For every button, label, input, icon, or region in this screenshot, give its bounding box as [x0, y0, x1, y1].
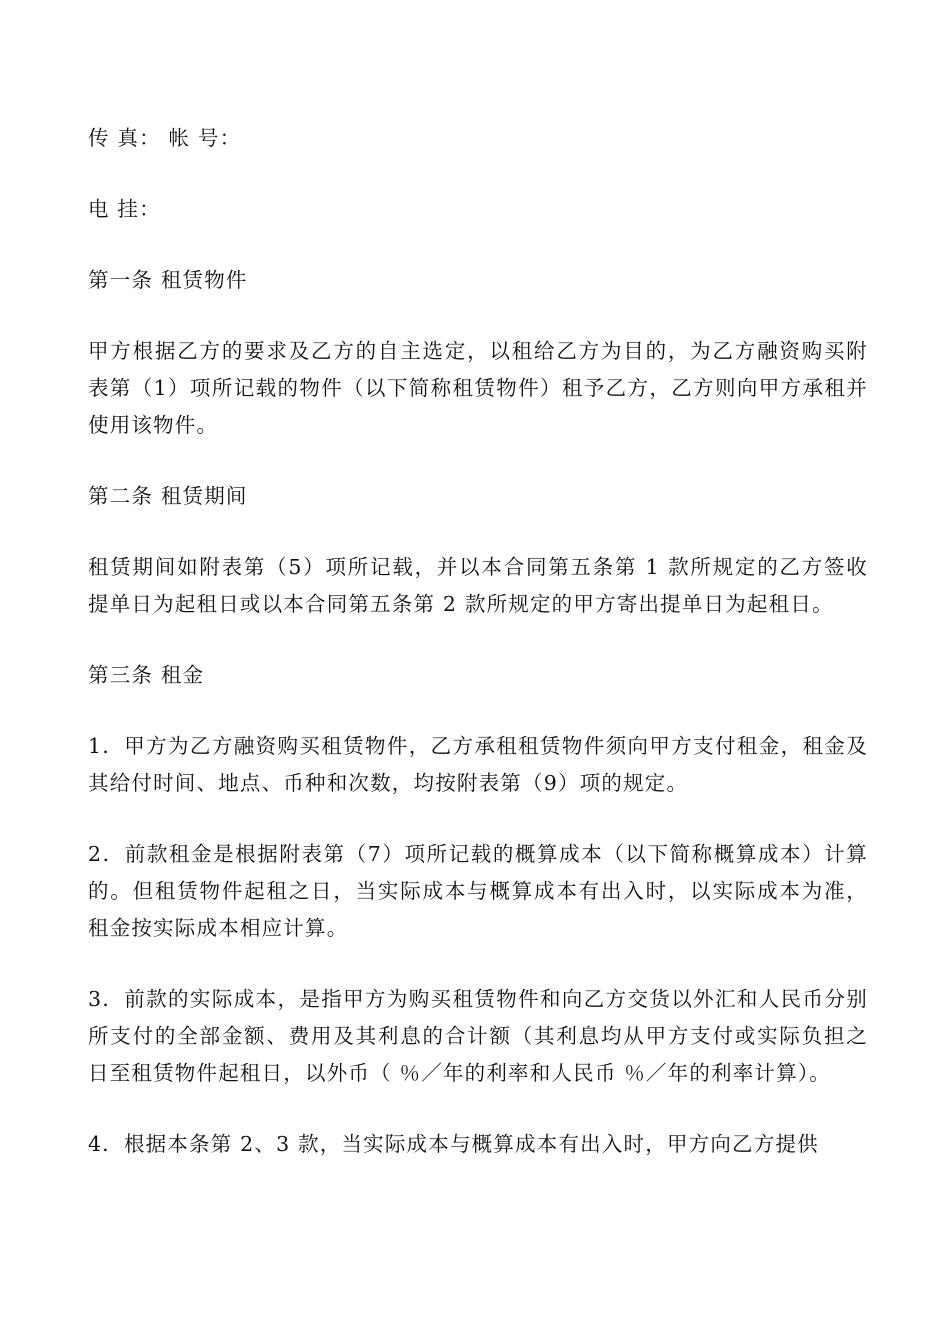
telegraph-line: 电 挂： — [88, 197, 161, 221]
article-3-item-1: 1．甲方为乙方融资购买租赁物件，乙方承租租赁物件须向甲方支付租金，租金及其给付时间、地点、币种和次数，均按附表第（9）项的规定。 — [88, 734, 868, 795]
article-3-item-4: 4．根据本条第 2、3 款，当实际成本与概算成本有出入时，甲方向乙方提供 — [88, 1132, 819, 1156]
fax-account-line: 传 真： 帐 号： — [88, 126, 242, 150]
article-3-title: 第三条 租金 — [88, 663, 205, 687]
article-3-item-2: 2．前款租金是根据附表第（7）项所记载的概算成本（以下简称概算成本）计算的。但租赁物件起租之日，当实际成本与概算成本有出入时，以实际成本为准，租金按实际成本相应计算。 — [88, 842, 868, 940]
article-2-body: 租赁期间如附表第（5）项所记载，并以本合同第五条第 1 款所规定的乙方签收提单日为起租日或以本合同第五条第 2 款所规定的甲方寄出提单日为起租日。 — [88, 555, 868, 616]
document-body — [88, 120, 868, 1197]
article-1-body: 甲方根据乙方的要求及乙方的自主选定，以租给乙方为目的，为乙方融资购买附表第（1）项所记载的物件（以下简称租赁物件）租予乙方，乙方则向甲方承租并使用该物件。 — [88, 339, 868, 437]
article-2-title: 第二条 租赁期间 — [88, 484, 248, 508]
article-1-title: 第一条 租赁物件 — [88, 268, 248, 292]
article-3-item-3: 3．前款的实际成本，是指甲方为购买租赁物件和向乙方交货以外汇和人民币分别所支付的全部金额、费用及其利息的合计额（其利息均从甲方支付或实际负担之日至租赁物件起租日，以外币（ ％／年的利率和人民币 ％／年的利率计算）。 — [88, 987, 868, 1085]
